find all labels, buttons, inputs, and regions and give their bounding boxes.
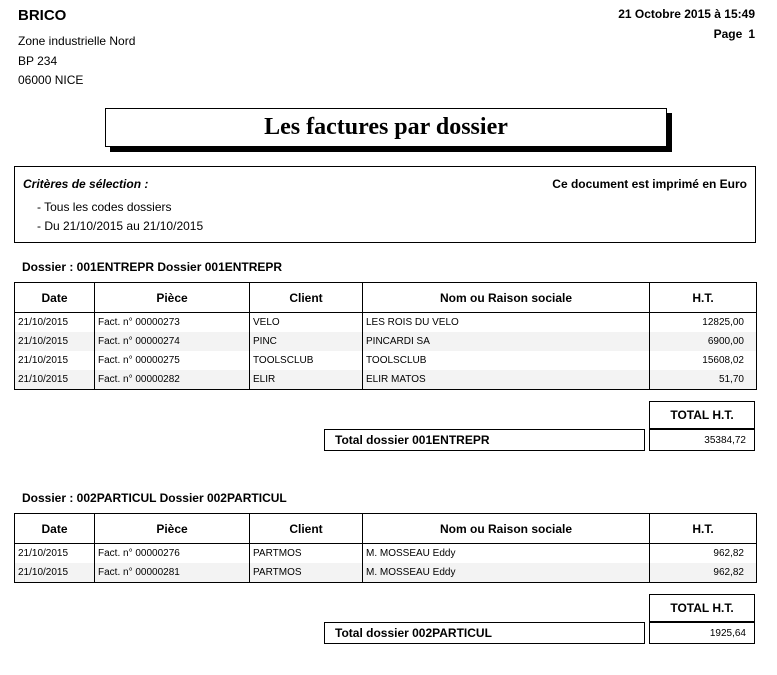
column-header-name: Nom ou Raison sociale: [363, 514, 650, 544]
column-header-piece: Pièce: [95, 514, 250, 544]
dossier-total-value: 35384,72: [649, 429, 755, 451]
currency-note: Ce document est imprimé en Euro: [552, 177, 747, 191]
column-header-ht: H.T.: [650, 283, 757, 313]
table-header-row: [15, 514, 757, 544]
cell-client: PARTMOS: [250, 544, 363, 564]
column-header-date: Date: [15, 283, 95, 313]
column-header-date: Date: [15, 514, 95, 544]
criteria-label: Critères de sélection :: [23, 177, 149, 191]
company-name: BRICO: [18, 7, 67, 24]
cell-date: 21/10/2015: [15, 370, 95, 390]
dossier-total-value: 1925,64: [649, 622, 755, 644]
column-header-client: Client: [250, 283, 363, 313]
cell-date: 21/10/2015: [15, 544, 95, 564]
cell-client: PARTMOS: [250, 563, 363, 583]
dossier-total-label: Total dossier 002PARTICUL: [324, 622, 645, 644]
cell-ht: 962,82: [650, 544, 757, 564]
cell-name: M. MOSSEAU Eddy: [363, 563, 650, 583]
total-ht-label: TOTAL H.T.: [649, 401, 755, 429]
cell-client: TOOLSCLUB: [250, 351, 363, 370]
cell-ht: 15608,02: [650, 351, 757, 370]
cell-date: 21/10/2015: [15, 313, 95, 333]
cell-ht: 12825,00: [650, 313, 757, 333]
cell-name: PINCARDI SA: [363, 332, 650, 351]
cell-piece: Fact. n° 00000273: [95, 313, 250, 333]
address-line-2: BP 234: [18, 54, 58, 68]
address-line-1: Zone industrielle Nord: [18, 34, 136, 48]
column-header-piece: Pièce: [95, 283, 250, 313]
dossier-total-label: Total dossier 001ENTREPR: [324, 429, 645, 451]
table-header-row: [15, 283, 757, 313]
criteria-item: - Tous les codes dossiers: [37, 200, 172, 214]
cell-ht: 962,82: [650, 563, 757, 583]
cell-piece: Fact. n° 00000282: [95, 370, 250, 390]
cell-date: 21/10/2015: [15, 351, 95, 370]
cell-name: M. MOSSEAU Eddy: [363, 544, 650, 564]
cell-ht: 6900,00: [650, 332, 757, 351]
page-indicator: [714, 27, 755, 41]
invoice-table: [14, 282, 757, 390]
table-row: [15, 313, 757, 333]
cell-client: ELIR: [250, 370, 363, 390]
page-number: 1: [748, 27, 755, 41]
dossier-heading: Dossier : 002PARTICUL Dossier 002PARTICUL: [22, 491, 287, 505]
column-header-client: Client: [250, 514, 363, 544]
cell-date: 21/10/2015: [15, 332, 95, 351]
print-date: 21 Octobre 2015 à 15:49: [618, 7, 755, 21]
cell-date: 21/10/2015: [15, 563, 95, 583]
column-header-name: Nom ou Raison sociale: [363, 283, 650, 313]
criteria-item: - Du 21/10/2015 au 21/10/2015: [37, 219, 204, 233]
table-row: [15, 370, 757, 390]
table-row: [15, 544, 757, 564]
cell-name: ELIR MATOS: [363, 370, 650, 390]
cell-piece: Fact. n° 00000281: [95, 563, 250, 583]
criteria-box: [14, 166, 756, 243]
dossier-heading: Dossier : 001ENTREPR Dossier 001ENTREPR: [22, 260, 283, 274]
cell-ht: 51,70: [650, 370, 757, 390]
table-row: [15, 332, 757, 351]
total-ht-label: TOTAL H.T.: [649, 594, 755, 622]
cell-name: TOOLSCLUB: [363, 351, 650, 370]
cell-client: PINC: [250, 332, 363, 351]
cell-piece: Fact. n° 00000275: [95, 351, 250, 370]
invoice-table: [14, 513, 757, 583]
page-label: Page: [713, 27, 743, 41]
table-row: [15, 351, 757, 370]
address-line-3: 06000 NICE: [18, 73, 84, 87]
cell-name: LES ROIS DU VELO: [363, 313, 650, 333]
cell-piece: Fact. n° 00000276: [95, 544, 250, 564]
table-row: [15, 563, 757, 583]
column-header-ht: H.T.: [650, 514, 757, 544]
cell-client: VELO: [250, 313, 363, 333]
report-title: Les factures par dossier: [105, 108, 667, 147]
cell-piece: Fact. n° 00000274: [95, 332, 250, 351]
